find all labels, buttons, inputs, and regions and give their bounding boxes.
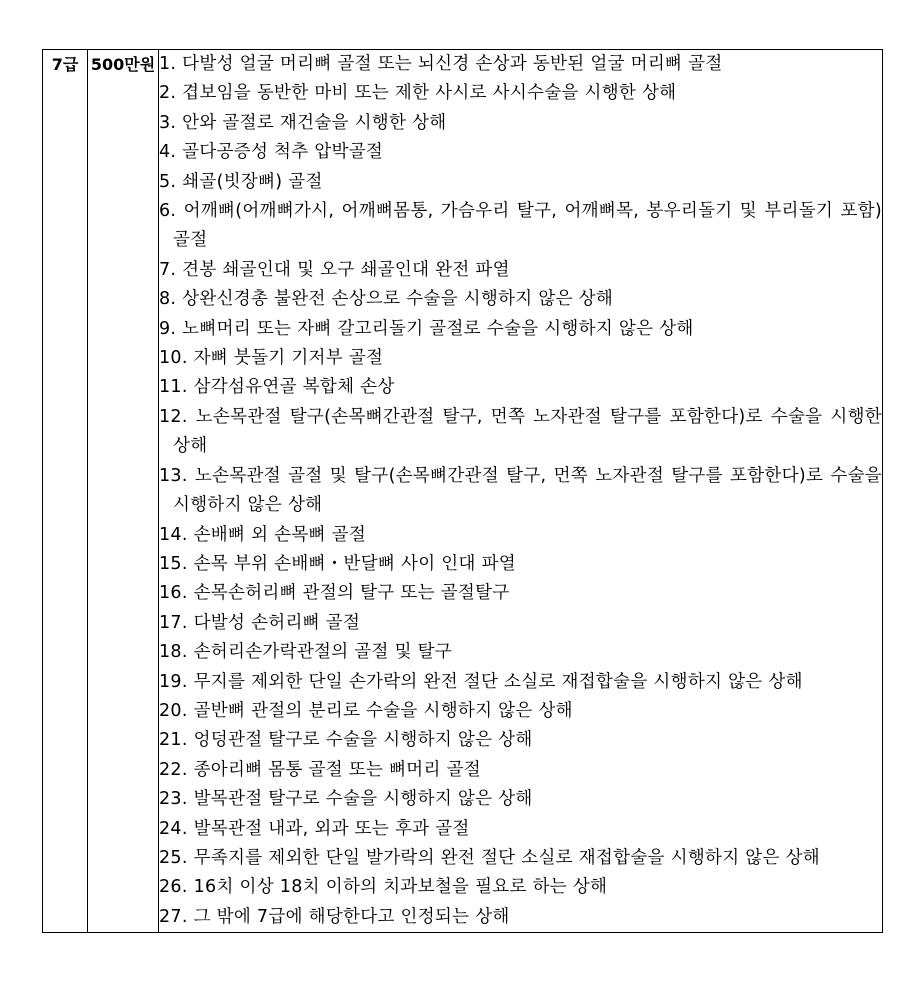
list-item: 15. 손목 부위 손배뼈・반달뼈 사이 인대 파열: [159, 553, 516, 574]
amount-cell: 500만원: [88, 50, 159, 933]
list-item: 3. 안와 골절로 재건술을 시행한 상해: [159, 112, 447, 133]
list-item: 16. 손목손허리뼈 관절의 탈구 또는 골절탈구: [159, 583, 510, 604]
list-item: 6. 어깨뼈(어깨뼈가시, 어깨뼈몸통, 가슴우리 탈구, 어깨뼈목, 봉우리돌기 및 부리돌기 포함) 골절: [159, 201, 882, 251]
grade-cell: 7급: [43, 50, 88, 933]
list-item: 1. 다발성 얼굴 머리뼈 골절 또는 뇌신경 손상과 동반된 얼굴 머리뼈 골절: [159, 54, 723, 74]
list-item: 22. 종아리뼈 몸통 골절 또는 뼈머리 골절: [159, 759, 481, 780]
list-item: 2. 겹보임을 동반한 마비 또는 제한 사시로 사시수술을 시행한 상해: [159, 83, 677, 104]
injury-items-cell: [159, 50, 883, 933]
list-item: 7. 견봉 쇄골인대 및 오구 쇄골인대 완전 파열: [159, 259, 510, 280]
list-item: 14. 손배뼈 외 손목뼈 골절: [159, 524, 367, 545]
list-item: 19. 무지를 제외한 단일 손가락의 완전 절단 소실로 재접합술을 시행하지 않은 상해: [159, 671, 803, 692]
list-item: 4. 골다공증성 척추 압박골절: [159, 142, 384, 163]
list-item: 8. 상완신경총 불완전 손상으로 수술을 시행하지 않은 상해: [159, 289, 614, 310]
list-item: 24. 발목관절 내과, 외과 또는 후과 골절: [159, 818, 470, 839]
list-item: 5. 쇄골(빗장뼈) 골절: [159, 171, 323, 192]
list-item: 11. 삼각섬유연골 복합체 손상: [159, 377, 395, 398]
list-item: 12. 노손목관절 탈구(손목뼈간관절 탈구, 먼쪽 노자관절 탈구를 포함한다)로 수술을 시행한 상해: [159, 406, 882, 457]
list-item: 18. 손허리손가락관절의 골절 및 탈구: [159, 642, 453, 663]
list-item: 13. 노손목관절 골절 및 탈구(손목뼈간관절 탈구, 먼쪽 노자관절 탈구를 포함한다)로 수술을 시행하지 않은 상해: [159, 465, 882, 516]
table-row: [43, 50, 883, 933]
injury-list: [159, 50, 882, 932]
list-item: 17. 다발성 손허리뼈 골절: [159, 612, 361, 633]
list-item: 10. 자뼈 붓돌기 기저부 골절: [159, 348, 384, 369]
list-item: 21. 엉덩관절 탈구로 수술을 시행하지 않은 상해: [159, 730, 533, 751]
list-item: 9. 노뼈머리 또는 자뼈 갈고리돌기 골절로 수술을 시행하지 않은 상해: [159, 318, 694, 339]
list-item: 23. 발목관절 탈구로 수술을 시행하지 않은 상해: [159, 789, 533, 810]
list-item: 26. 16치 이상 18치 이하의 치과보철을 필요로 하는 상해: [159, 877, 608, 898]
injury-grade-table: [42, 49, 883, 933]
list-item: 25. 무족지를 제외한 단일 발가락의 완전 절단 소실로 재접합술을 시행하지 않은 상해: [159, 847, 820, 868]
list-item: 20. 골반뼈 관절의 분리로 수술을 시행하지 않은 상해: [159, 700, 573, 721]
list-item: 27. 그 밖에 7급에 해당한다고 인정되는 상해: [159, 906, 510, 927]
